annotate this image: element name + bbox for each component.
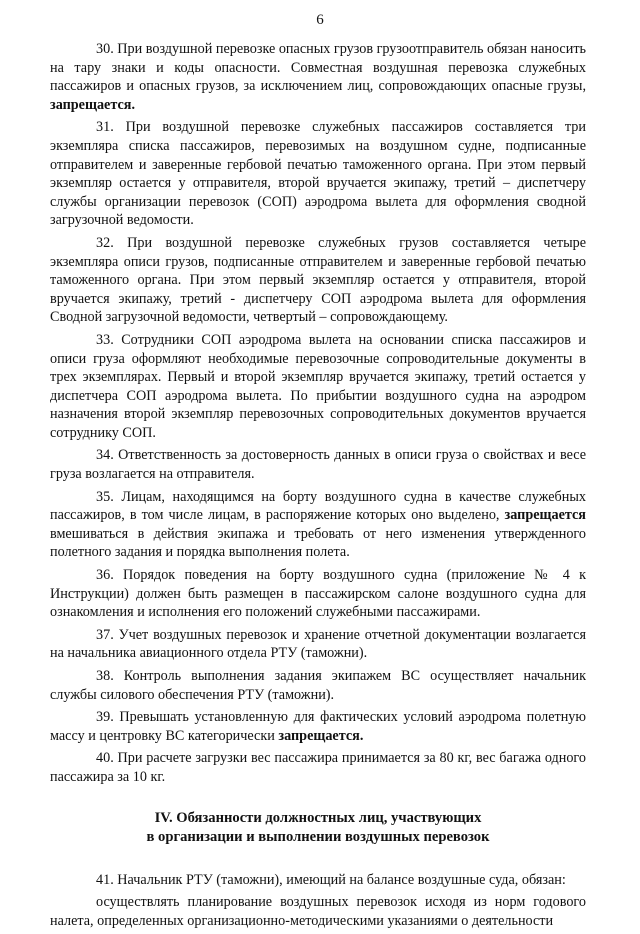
paragraph-text: 31. При воздушной перевозке служебных пассажиров составляется три экземпляра списка пассажиров, перевозимых на воздушном судне, подписанные отправителем и заверенные гербовой печатью таможенного органа. При этом первый экземпляр остается у отправителя, второй вручается экипажу, третий – диспетчеру службы организации перевозок (СОП) аэродрома вылета для оформления сводной загрузочной ведомости. <box>50 119 586 229</box>
emphasis-text: запрещается <box>504 507 586 524</box>
paragraph-text: 34. Ответственность за достоверность данных в описи груза о свойствах и весе груза возлагается на отправителя. <box>50 447 586 483</box>
paragraph-p40 <box>50 749 586 786</box>
paragraph-text: 40. При расчете загрузки вес пассажира принимается за 80 кг, вес багажа одного пассажира за 10 кг. <box>50 750 586 785</box>
section-heading-line-2: в организации и выполнении воздушных перевозок <box>146 828 490 845</box>
page-number: 6 <box>316 12 324 28</box>
paragraph-p34 <box>50 446 586 483</box>
paragraph-p39 <box>50 708 586 745</box>
paragraph-p38 <box>50 667 586 704</box>
paragraph-text: 35. Лицам, находящимся на борту воздушного судна в качестве служебных пассажиров, в том числе лицам, в распоряжение которых оно выделено, <box>50 488 586 524</box>
paragraph-p41a <box>50 893 586 930</box>
paragraph-text: 37. Учет воздушных перевозок и хранение отчетной документации возлагается на начальника авиационного отдела РТУ (таможни). <box>50 626 586 662</box>
emphasis-text: запрещается. <box>278 727 364 744</box>
paragraph-p33 <box>50 331 586 443</box>
paragraph-p30 <box>50 40 586 114</box>
paragraph-text: 32. При воздушной перевозке служебных грузов составляется четыре экземпляра описи грузов, подписанные отправителем и заверенные гербовой печатью таможенного органа. При этом первый экземпляр остается у отправителя, второй вручается экипажу, третий - диспетчеру СОП аэродрома вылета для оформления Сводной загрузочной ведомости, четвертый – сопровождающему. <box>50 234 586 326</box>
tail-paragraph-list <box>50 871 586 931</box>
paragraph-p37 <box>50 626 586 663</box>
paragraph-p36 <box>50 566 586 622</box>
paragraph-list <box>50 40 586 787</box>
paragraph-text: осуществлять планирование воздушных перевозок исходя из норм годового налета, определенных организационно-методическими указаниями о деятельности <box>50 894 586 929</box>
paragraph-text: 41. Начальник РТУ (таможни), имеющий на балансе воздушные суда, обязан: <box>96 871 566 888</box>
paragraph-text: 36. Порядок поведения на борту воздушного судна (приложение № 4 к Инструкции) должен быть размещен в пассажирском салоне воздушного судна для ознакомления и исполнения его положений служебными пассажирами. <box>50 567 586 621</box>
emphasis-text: запрещается. <box>50 96 136 113</box>
paragraph-text: вмешиваться в действия экипажа и требовать от него изменения утвержденного полетного задания и порядка выполнения полета. <box>50 525 586 561</box>
paragraph-text: 39. Превышать установленную для фактических условий аэродрома полетную массу и центровку ВС категорически <box>50 709 586 744</box>
paragraph-text: 33. Сотрудники СОП аэродрома вылета на основании списка пассажиров и описи груза оформляют необходимые перевозочные сопроводительные документы в трех экземплярах. Первый и второй экземпляр вручается экипажу, третий остается у диспетчера СОП аэродрома вылета. По прибытии воздушного судна на аэродром назначения второй экземпляр перевозочных сопроводительных документов вручается сотруднику СОП. <box>50 331 586 441</box>
section-heading-line-1: IV. Обязанности должностных лиц, участвующих <box>154 809 482 826</box>
paragraph-p35 <box>50 488 586 562</box>
paragraph-p32 <box>50 234 586 327</box>
paragraph-p41 <box>50 871 586 890</box>
paragraph-text: 38. Контроль выполнения задания экипажем ВС осуществляет начальник службы силового обеспечения РТУ (таможни). <box>50 668 586 703</box>
paragraph-p31 <box>50 118 586 230</box>
paragraph-text: 30. При воздушной перевозке опасных грузов грузоотправитель обязан наносить на тару знаки и коды опасности. Совместная воздушная перевозка служебных пассажиров и опасных грузов, за исключением лиц, сопровождающих опасные грузы, <box>50 41 586 95</box>
document-body <box>50 40 586 934</box>
section-heading <box>50 809 586 847</box>
